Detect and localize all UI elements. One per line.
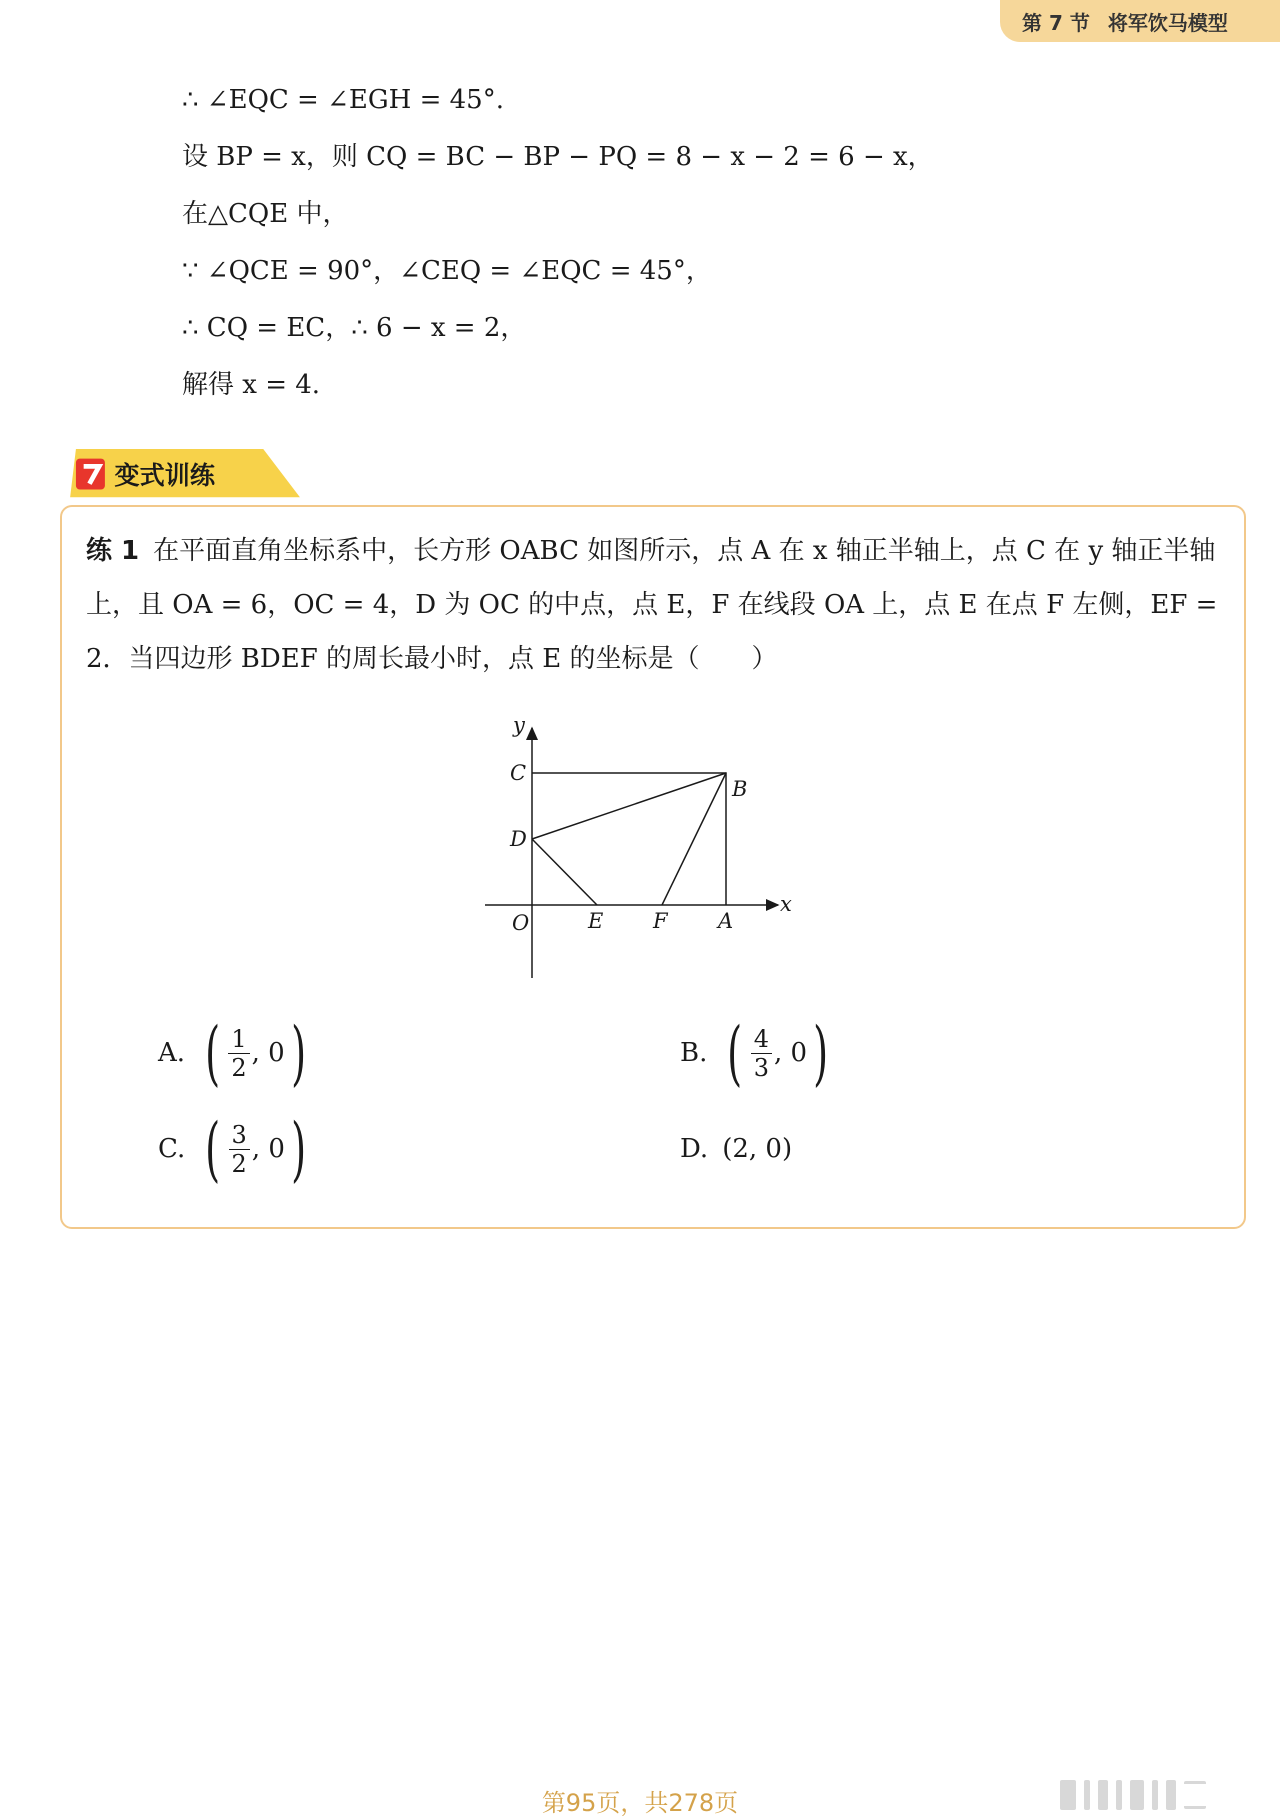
solution-line: 在△CQE 中， [182,199,349,229]
option-a[interactable]: A. ( $\frac{1}{2}$ , 0 ) [158,1012,306,1094]
option-c[interactable]: C. ( $\frac{3}{2}$ , 0 ) [158,1108,307,1190]
label-d: D [510,827,527,851]
menu-icon [1184,1781,1206,1809]
chapter-tab [1000,0,1280,42]
option-letter: C. [158,1134,186,1164]
practice-banner [66,449,306,505]
rectangle-oabc [532,773,726,905]
banner-label: 变式训练 [114,460,215,490]
option-value: (2, 0) [722,1134,793,1164]
coordinate-figure [480,716,800,986]
option-letter: B. [680,1038,708,1068]
question-body: 在平面直角坐标系中，长方形 OABC 如图所示，点 A 在 x 轴正半轴上，点 C 在 y 轴正半轴上，且 OA = 6，OC = 4，D 为 OC 的中点，点 E，F 在线段 OA 上，点 E 在点 F 左侧，EF = 2．当四边形 BDEF 的周长最小时，点 E 的坐标是（ ） [86,536,1218,674]
option-rest: , 0 [251,1134,285,1164]
label-y: y [513,716,525,737]
banner-icon [76,459,105,490]
toolbar-decoration [1060,1778,1260,1812]
section-title: 将军饮马模型 [1107,10,1228,35]
option-b[interactable]: B. ( $\frac{4}{3}$ , 0 ) [680,1012,829,1094]
option-rest: , 0 [251,1038,285,1068]
label-e: E [588,909,604,933]
option-numerator: 4 [751,1025,772,1054]
label-b: B [732,777,748,801]
option-denominator: 2 [231,1149,247,1178]
solution-line: 解得 x = 4. [182,370,321,400]
label-a: A [718,909,734,933]
option-numerator: 1 [228,1025,249,1054]
option-letter: D. [680,1134,709,1164]
option-denominator: 3 [753,1053,769,1082]
segment-de [532,839,597,905]
option-letter: A. [158,1038,186,1068]
option-d[interactable] [680,1134,792,1164]
question-text [86,524,1226,686]
page-indicator: 第95页，共278页 [541,1789,739,1817]
option-numerator: 3 [229,1121,250,1150]
label-o: O [512,911,530,935]
segment-bd [532,773,726,839]
solution-block [182,72,934,414]
solution-line: ∵ ∠QCE = 90°，∠CEQ = ∠EQC = 45°， [182,256,712,286]
solution-line: 设 BP = x，则 CQ = BC − BP − PQ = 8 − x − 2 = 6 − x， [182,142,934,172]
label-c: C [510,761,527,785]
option-rest: , 0 [773,1038,808,1068]
option-denominator: 2 [231,1053,247,1082]
section-number: 第 7 节 [1022,10,1090,35]
label-x: x [780,892,792,916]
solution-line: ∴ CQ = EC，∴ 6 − x = 2， [182,313,527,343]
label-f: F [653,909,668,933]
question-number: 练 1 [86,536,140,566]
segment-fb [662,773,726,905]
solution-line: ∴ ∠EQC = ∠EGH = 45°. [182,85,504,115]
